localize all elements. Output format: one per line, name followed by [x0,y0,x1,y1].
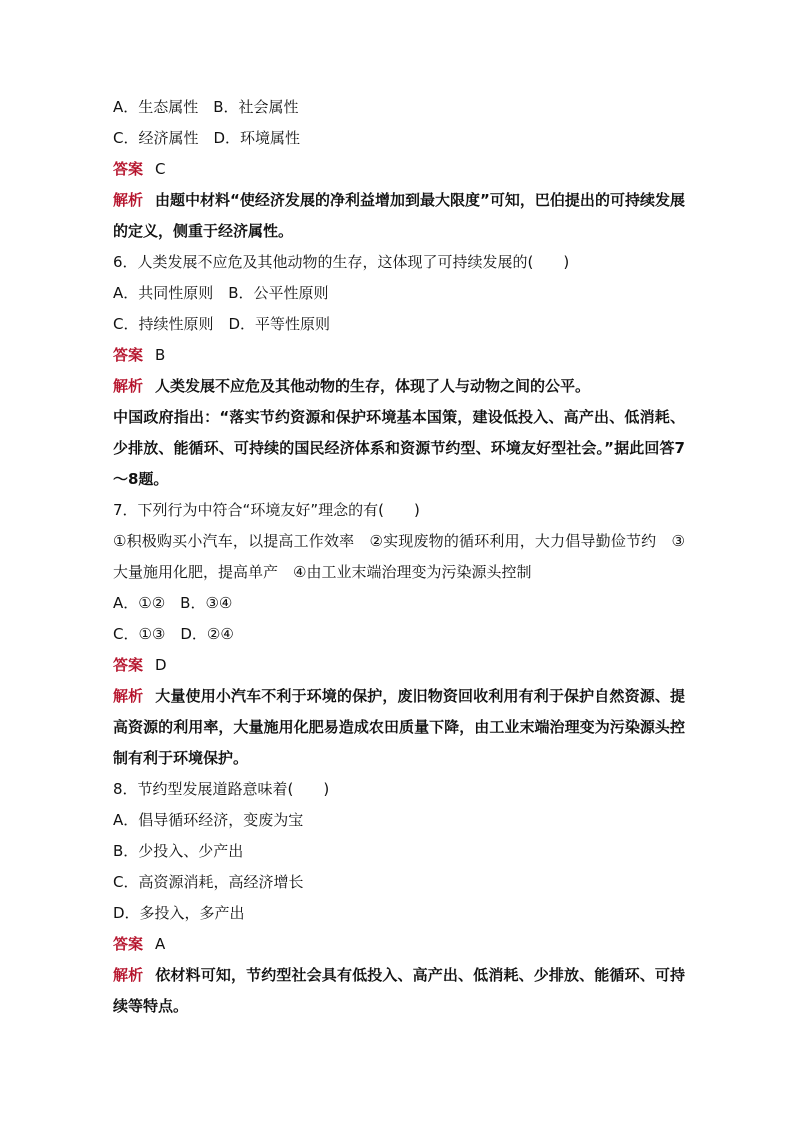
q6-options-ab: A．共同性原则 B．公平性原则 [113,284,329,302]
q8-answer [113,929,685,960]
q8-option-d: D．多投入，多产出 [113,904,245,922]
answer-label: 答案 [113,935,144,953]
q5-analysis [113,185,685,247]
q5-options-cd: C．经济属性 D．环境属性 [113,129,301,147]
document-page [113,92,685,1022]
q7-stem: 7．下列行为中符合“环境友好”理念的有( ) [113,501,420,519]
q6-analysis [113,371,685,402]
q6-stem: 6．人类发展不应危及其他动物的生存，这体现了可持续发展的( ) [113,253,570,271]
material-passage: 中国政府指出：“落实节约资源和保护环境基本国策，建设低投入、高产出、低消耗、少排放、能循环、可持续的国民经济体系和资源节约型、环境友好型社会。”据此回答7～8题。 [113,408,685,488]
q7-analysis [113,681,685,774]
q5-answer [113,154,685,185]
q5-options-ab: A．生态属性 B．社会属性 [113,98,299,116]
q8-option-c: C．高资源消耗，高经济增长 [113,873,304,891]
q6-analysis-text: 人类发展不应危及其他动物的生存，体现了人与动物之间的公平。 [155,377,591,395]
q7-options-ab: A．①② B．③④ [113,594,233,612]
q8-option-a: A．倡导循环经济，变废为宝 [113,811,304,829]
q7-answer [113,650,685,681]
q8-analysis-text: 依材料可知，节约型社会具有低投入、高产出、低消耗、少排放、能循环、可持续等特点。 [113,966,685,1015]
q5-answer-value: C [155,160,166,178]
q6-answer [113,340,685,371]
analysis-label: 解析 [113,377,144,395]
q8-option-b: B．少投入、少产出 [113,842,244,860]
q7-analysis-text: 大量使用小汽车不利于环境的保护，废旧物资回收利用有利于保护自然资源、提高资源的利用率，大量施用化肥易造成农田质量下降，由工业末端治理变为污染源头控制有利于环境保护。 [113,687,685,767]
q6-answer-value: B [155,346,166,364]
q8-analysis [113,960,685,1022]
q6-options-cd: C．持续性原则 D．平等性原则 [113,315,331,333]
q7-options-cd: C．①③ D．②④ [113,625,234,643]
answer-label: 答案 [113,160,144,178]
q5-analysis-text: 由题中材料“使经济发展的净利益增加到最大限度”可知，巴伯提出的可持续发展的定义，侧重于经济属性。 [113,191,685,240]
q8-stem: 8．节约型发展道路意味着( ) [113,780,330,798]
analysis-label: 解析 [113,191,144,209]
q8-answer-value: A [155,935,166,953]
answer-label: 答案 [113,656,144,674]
q7-answer-value: D [155,656,167,674]
q7-items: ①积极购买小汽车，以提高工作效率 ②实现废物的循环利用，大力倡导勤俭节约 ③大量施用化肥，提高单产 ④由工业末端治理变为污染源头控制 [113,532,685,581]
analysis-label: 解析 [113,966,144,984]
analysis-label: 解析 [113,687,144,705]
answer-label: 答案 [113,346,144,364]
